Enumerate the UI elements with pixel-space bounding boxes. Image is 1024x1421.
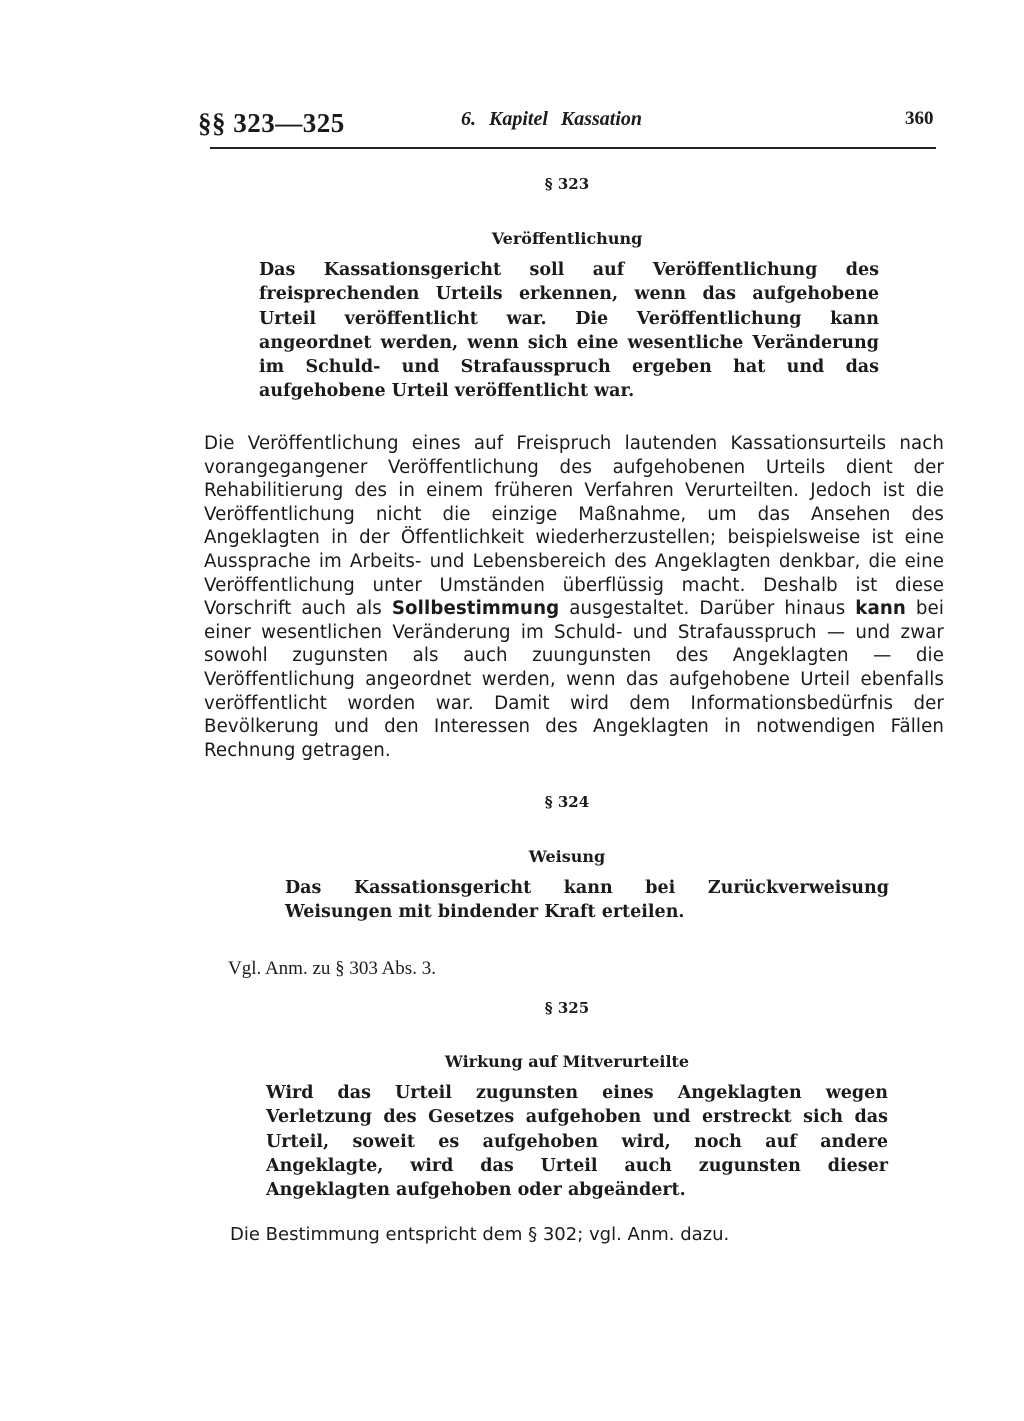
section-325-number: § 325	[544, 999, 590, 1017]
section-324-title: Weisung	[528, 847, 606, 866]
commentary-text-2: ausgestaltet. Darüber hinaus	[569, 598, 846, 620]
section-323-title: Veröffentlichung	[491, 229, 643, 248]
running-head-sections: §§ 323—325	[198, 108, 345, 138]
section-323-commentary	[204, 432, 944, 762]
section-323-law-text: Das Kassationsgericht soll auf Veröffentlichung des freisprechenden Urteils erkennen, wenn das aufgehobene Urteil veröffentlicht war. Die Veröffentlichung kann angeordnet werden, wenn sich eine wesentliche Veränderung im Schuld- und Strafausspruch ergeben hat und das aufgehobene Urteil veröffentlicht war.	[259, 260, 879, 402]
section-323-number: § 323	[544, 175, 590, 193]
commentary-emphasis-2: kann	[855, 598, 906, 620]
running-head-chapter: 6. Kapitel Kassation	[461, 108, 643, 130]
section-324-law-text: Das Kassationsgericht kann bei Zurückverweisung Weisungen mit bindender Kraft erteilen.	[285, 878, 889, 923]
section-324-number: § 324	[544, 793, 590, 811]
section-325-law-text: Wird das Urteil zugunsten eines Angeklagten wegen Verletzung des Gesetzes aufgehoben und erstreckt sich das Urteil, soweit es aufgehoben wird, noch auf andere Angeklagte, wird das Urteil auch zugunsten dieser Angeklagten aufgehoben oder abgeändert.	[266, 1083, 888, 1201]
commentary-text-1: Die Veröffentlichung eines auf Freispruch lautenden Kassationsurteils nach vorangegangener Veröffentlichung des aufgehobenen Urteils dient der Rehabilitierung des in einem früheren Verfahren Verurteilten. Jedoch ist die Veröffentlichung nicht die einzige Maßnahme, um das Ansehen des Angeklagten in der Öffentlichkeit wiederherzustellen; beispielsweise ist eine Aussprache im Arbeits- und Lebensbereich des Angeklagten denkbar, die eine Veröffentlichung unter Umständen überflüssig macht. Deshalb ist diese Vorschrift auch als	[204, 433, 944, 620]
section-325-note: Die Bestimmung entspricht dem § 302; vgl. Anm. dazu.	[230, 1224, 730, 1245]
header-rule	[210, 147, 936, 149]
commentary-text-3: bei einer wesentlichen Veränderung im Schuld- und Strafausspruch — und zwar sowohl zugunsten als auch zuungunsten des Angeklagten — die Veröffentlichung angeordnet werden, wenn das aufgehobene Urteil ebenfalls veröffentlicht worden war. Damit wird dem Informationsbedürfnis der Bevölkerung und den Interessen des Angeklagten in notwendigen Fällen Rechnung getragen.	[204, 598, 944, 761]
section-325-title: Wirkung auf Mitverurteilte	[444, 1052, 690, 1071]
page-number: 360	[905, 108, 934, 129]
section-324-note: Vgl. Anm. zu § 303 Abs. 3.	[228, 958, 436, 979]
commentary-emphasis-1: Sollbestimmung	[391, 598, 560, 620]
